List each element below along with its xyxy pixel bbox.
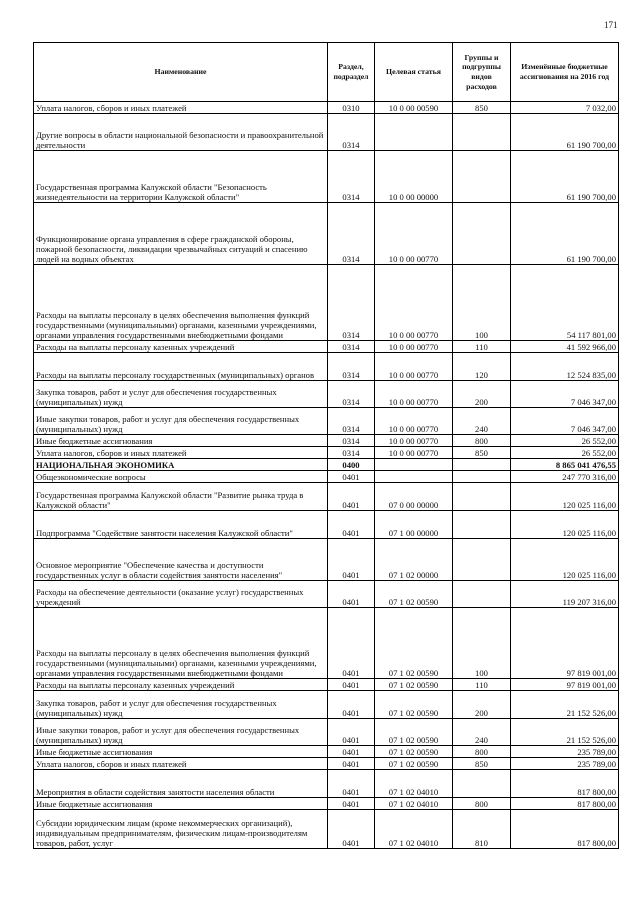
table-header-row: [34, 43, 619, 102]
cell-target: 10 0 00 00000: [375, 151, 453, 203]
cell-group: 800: [453, 746, 511, 758]
table-row: [34, 770, 619, 798]
cell-target: 10 0 00 00770: [375, 435, 453, 447]
cell-target: 10 0 00 00770: [375, 353, 453, 381]
cell-section: 0401: [328, 483, 375, 511]
cell-group: [453, 471, 511, 483]
cell-target: [375, 114, 453, 151]
cell-target: [375, 471, 453, 483]
cell-amount: 120 025 116,00: [511, 511, 619, 539]
cell-name: Функционирование органа управления в сфере гражданской обороны, пожарной безопасности, ликвидации чрезвычайных ситуаций и спасению людей на водных объектах: [34, 203, 328, 265]
cell-group: 850: [453, 447, 511, 459]
cell-name: Закупка товаров, работ и услуг для обеспечения государственных (муниципальных) нужд: [34, 381, 328, 408]
table-row: [34, 758, 619, 770]
cell-amount: 97 819 001,00: [511, 679, 619, 691]
cell-target: 07 1 02 04010: [375, 798, 453, 810]
header-target: Целевая статья: [375, 43, 453, 102]
cell-section: 0314: [328, 381, 375, 408]
cell-group: 240: [453, 719, 511, 746]
cell-section: 0401: [328, 746, 375, 758]
cell-amount: 817 800,00: [511, 770, 619, 798]
cell-amount: 97 819 001,00: [511, 608, 619, 679]
cell-group: 110: [453, 679, 511, 691]
cell-name: Расходы на выплаты персоналу в целях обеспечения выполнения функций государственными (муниципальными) органами, казенными учреждениями, органами управления государственными внебюджетными фондами: [34, 265, 328, 341]
header-section: Раздел, подраздел: [328, 43, 375, 102]
cell-amount: 12 524 835,00: [511, 353, 619, 381]
table-row: [34, 679, 619, 691]
table-row: [34, 459, 619, 471]
cell-amount: 235 789,00: [511, 746, 619, 758]
table-row: [34, 539, 619, 581]
cell-section: 0314: [328, 408, 375, 435]
cell-name: Уплата налогов, сборов и иных платежей: [34, 102, 328, 114]
cell-section: 0401: [328, 511, 375, 539]
cell-group: 240: [453, 408, 511, 435]
cell-section: 0401: [328, 471, 375, 483]
cell-name: Иные закупки товаров, работ и услуг для обеспечения государственных (муниципальных) нужд: [34, 408, 328, 435]
cell-section: 0401: [328, 770, 375, 798]
cell-group: 850: [453, 758, 511, 770]
cell-group: [453, 581, 511, 608]
table-row: [34, 353, 619, 381]
cell-name: Расходы на выплаты персоналу казенных учреждений: [34, 341, 328, 353]
cell-name: Мероприятия в области содействия занятости населения области: [34, 770, 328, 798]
cell-group: 810: [453, 810, 511, 849]
cell-name: Расходы на выплаты персоналу казенных учреждений: [34, 679, 328, 691]
table-row: [34, 203, 619, 265]
page-number: 171: [604, 20, 618, 30]
cell-group: [453, 114, 511, 151]
table-row: [34, 691, 619, 719]
cell-target: [375, 459, 453, 471]
cell-name: Иные закупки товаров, работ и услуг для обеспечения государственных (муниципальных) нужд: [34, 719, 328, 746]
cell-target: 10 0 00 00590: [375, 102, 453, 114]
cell-amount: 61 190 700,00: [511, 151, 619, 203]
table-row: [34, 447, 619, 459]
cell-group: [453, 203, 511, 265]
cell-amount: 54 117 801,00: [511, 265, 619, 341]
table-row: [34, 608, 619, 679]
cell-group: 100: [453, 265, 511, 341]
cell-target: 10 0 00 00770: [375, 408, 453, 435]
table-row: [34, 151, 619, 203]
table-row: [34, 471, 619, 483]
cell-name: Иные бюджетные ассигнования: [34, 798, 328, 810]
cell-target: 10 0 00 00770: [375, 381, 453, 408]
table-row: [34, 483, 619, 511]
cell-section: 0401: [328, 719, 375, 746]
table-row: [34, 408, 619, 435]
cell-target: 07 1 02 00590: [375, 691, 453, 719]
cell-group: [453, 770, 511, 798]
cell-section: 0314: [328, 341, 375, 353]
table-row: [34, 810, 619, 849]
cell-group: [453, 459, 511, 471]
cell-group: 800: [453, 435, 511, 447]
table-row: [34, 265, 619, 341]
cell-section: 0314: [328, 447, 375, 459]
cell-name: Иные бюджетные ассигнования: [34, 435, 328, 447]
table-row: [34, 102, 619, 114]
cell-target: 07 1 02 00590: [375, 679, 453, 691]
table-row: [34, 381, 619, 408]
cell-amount: 8 865 041 476,55: [511, 459, 619, 471]
cell-amount: 7 046 347,00: [511, 408, 619, 435]
cell-section: 0314: [328, 151, 375, 203]
cell-amount: 41 592 966,00: [511, 341, 619, 353]
cell-amount: 235 789,00: [511, 758, 619, 770]
cell-group: [453, 483, 511, 511]
table-row: [34, 798, 619, 810]
cell-amount: 120 025 116,00: [511, 539, 619, 581]
cell-group: 800: [453, 798, 511, 810]
table-row: [34, 719, 619, 746]
cell-name: Общеэкономические вопросы: [34, 471, 328, 483]
cell-name: Иные бюджетные ассигнования: [34, 746, 328, 758]
cell-name: Расходы на выплаты персоналу в целях обеспечения выполнения функций государственными (муниципальными) органами, казенными учреждениями, органами управления государственными внебюджетными фондами: [34, 608, 328, 679]
cell-target: 10 0 00 00770: [375, 341, 453, 353]
cell-target: 07 1 02 00000: [375, 539, 453, 581]
cell-section: 0401: [328, 581, 375, 608]
header-name: Наименование: [34, 43, 328, 102]
cell-name: Расходы на обеспечение деятельности (оказание услуг) государственных учреждений: [34, 581, 328, 608]
cell-target: 07 0 00 00000: [375, 483, 453, 511]
cell-amount: 247 770 316,00: [511, 471, 619, 483]
cell-amount: 61 190 700,00: [511, 203, 619, 265]
cell-group: 100: [453, 608, 511, 679]
cell-target: 10 0 00 00770: [375, 447, 453, 459]
cell-group: 110: [453, 341, 511, 353]
cell-target: 07 1 02 04010: [375, 770, 453, 798]
cell-group: [453, 539, 511, 581]
cell-amount: 26 552,00: [511, 435, 619, 447]
header-amount: Изменённые бюджетные ассигнования на 2016 год: [511, 43, 619, 102]
table-row: [34, 435, 619, 447]
cell-target: 10 0 00 00770: [375, 203, 453, 265]
cell-section: 0310: [328, 102, 375, 114]
cell-amount: 817 800,00: [511, 798, 619, 810]
cell-target: 07 1 02 00590: [375, 746, 453, 758]
cell-name: Закупка товаров, работ и услуг для обеспечения государственных (муниципальных) нужд: [34, 691, 328, 719]
cell-section: 0401: [328, 810, 375, 849]
cell-section: 0401: [328, 798, 375, 810]
cell-amount: 817 800,00: [511, 810, 619, 849]
cell-name: Основное мероприятие "Обеспечение качества и доступности государственных услуг в области содействия занятости населения": [34, 539, 328, 581]
cell-target: 10 0 00 00770: [375, 265, 453, 341]
table-row: [34, 341, 619, 353]
cell-target: 07 1 00 00000: [375, 511, 453, 539]
cell-group: 200: [453, 381, 511, 408]
cell-group: 120: [453, 353, 511, 381]
table-row: [34, 114, 619, 151]
cell-group: [453, 151, 511, 203]
cell-section: 0314: [328, 265, 375, 341]
cell-section: 0401: [328, 608, 375, 679]
table-body: [34, 102, 619, 849]
cell-section: 0314: [328, 435, 375, 447]
cell-section: 0400: [328, 459, 375, 471]
cell-amount: 61 190 700,00: [511, 114, 619, 151]
cell-target: 07 1 02 00590: [375, 758, 453, 770]
cell-amount: 7 032,00: [511, 102, 619, 114]
header-group: Группы и подгруппы видов расходов: [453, 43, 511, 102]
cell-section: 0401: [328, 691, 375, 719]
cell-amount: 21 152 526,00: [511, 719, 619, 746]
cell-name: Расходы на выплаты персоналу государственных (муниципальных) органов: [34, 353, 328, 381]
table-row: [34, 581, 619, 608]
table-row: [34, 746, 619, 758]
cell-amount: 7 046 347,00: [511, 381, 619, 408]
cell-section: 0401: [328, 539, 375, 581]
cell-amount: 119 207 316,00: [511, 581, 619, 608]
cell-section: 0314: [328, 353, 375, 381]
cell-name: Государственная программа Калужской области "Безопасность жизнедеятельности на территории Калужской области": [34, 151, 328, 203]
cell-name: Другие вопросы в области национальной безопасности и правоохранительной деятельности: [34, 114, 328, 151]
cell-amount: 120 025 116,00: [511, 483, 619, 511]
cell-target: 07 1 02 00590: [375, 608, 453, 679]
cell-group: [453, 511, 511, 539]
cell-name: Субсидии юридическим лицам (кроме некоммерческих организаций), индивидуальным предпринимателям, физическим лицам-производителям товаров, работ, услуг: [34, 810, 328, 849]
cell-amount: 26 552,00: [511, 447, 619, 459]
cell-group: 850: [453, 102, 511, 114]
cell-target: 07 1 02 00590: [375, 719, 453, 746]
cell-name: НАЦИОНАЛЬНАЯ ЭКОНОМИКА: [34, 459, 328, 471]
cell-name: Уплата налогов, сборов и иных платежей: [34, 758, 328, 770]
cell-group: 200: [453, 691, 511, 719]
cell-section: 0314: [328, 203, 375, 265]
cell-section: 0401: [328, 679, 375, 691]
cell-amount: 21 152 526,00: [511, 691, 619, 719]
cell-name: Уплата налогов, сборов и иных платежей: [34, 447, 328, 459]
cell-section: 0401: [328, 758, 375, 770]
cell-name: Государственная программа Калужской области "Развитие рынка труда в Калужской области": [34, 483, 328, 511]
cell-section: 0314: [328, 114, 375, 151]
cell-target: 07 1 02 04010: [375, 810, 453, 849]
cell-target: 07 1 02 00590: [375, 581, 453, 608]
table-row: [34, 511, 619, 539]
budget-table: [33, 42, 619, 849]
cell-name: Подпрограмма "Содействие занятости населения Калужской области": [34, 511, 328, 539]
